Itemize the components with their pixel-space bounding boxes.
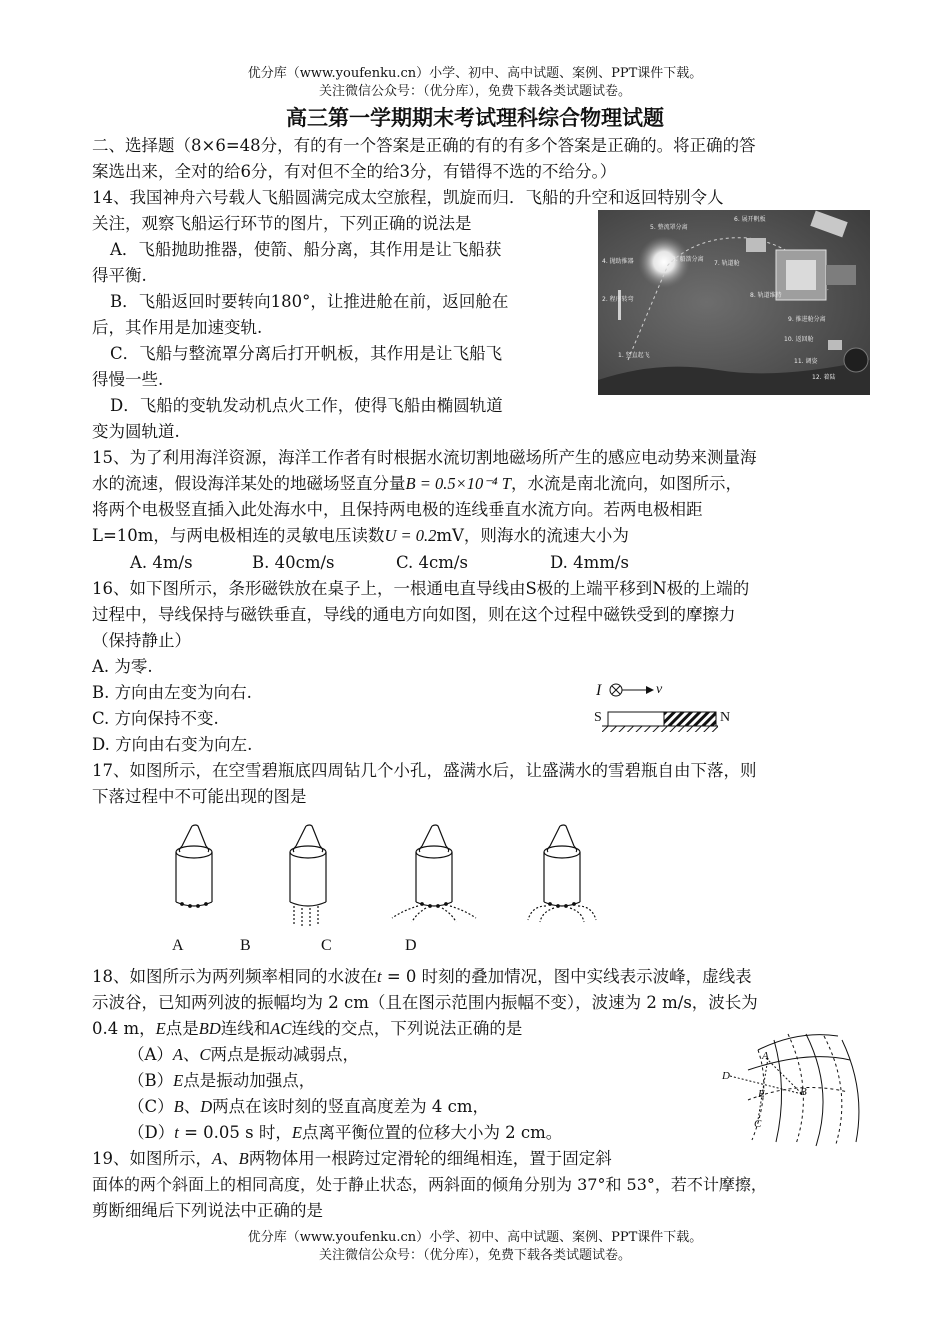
q15-option-c: C. 4cm/s [396,553,468,572]
s-pole-label: S [594,710,602,725]
q15-stem-3: 将两个电极竖直插入此处海水中，且保持两电极的连线垂直水流方向。若两电极相距 [92,500,703,519]
header-line-2: 关注微信公众号：（优分库），免费下载各类试题试卷。 [318,84,631,99]
photo-label-6: 6. 展开帆板 [734,216,766,223]
wave-label-c: C [754,1118,762,1130]
section-instructions-2: 案选出来，全对的给6分，有对但不全的给3分，有错得不选的不给分。） [92,162,617,181]
wave-label-a: A [762,1050,769,1062]
q14-option-a-1: A．飞船抛助推器，使箭、船分离，其作用是让飞船获 [110,240,502,259]
q18-stem-1: 18、如图所示为两列频率相同的水波在t = 0 时刻的叠加情况，图中实线表示波峰，虚线表 [92,967,752,986]
q18-stem-2: 示波谷，已知两列波的振幅均为 2 cm（且在图示范围内振幅不变），波速为 2 m/s，波长为 [92,993,758,1012]
q18-option-b: （B）E点是振动加强点， [128,1071,316,1090]
bottle-b [290,825,326,926]
photo-label-5: 5. 整流罩分离 [650,224,688,231]
photo-label-4: 4. 抛助推器 [602,258,634,265]
q16-option-b: B. 方向由左变为向右. [92,683,252,702]
q16-option-d: D. 方向由右变为向左. [92,735,253,754]
q19-stem-3: 剪断细绳后下列说法中正确的是 [92,1201,323,1220]
q18-option-c: （C）B、D两点在该时刻的竖直高度差为 4 cm， [128,1097,490,1116]
q18-stem-3: 0.4 m，E点是BD连线和AC连线的交点，下列说法正确的是 [92,1019,523,1038]
q17-label-b: B [240,937,251,954]
q14-option-c-2: 得慢一些. [92,370,164,389]
bottles-drawing [160,818,620,928]
q17-label-d: D [405,937,417,954]
spacecraft-photo-drawing [598,210,870,395]
photo-label-10: 10. 返回舱 [784,336,814,343]
section-instructions-1: 二、选择题（8×6=48分，有的有一个答案是正确的有的有多个答案是正确的。将正确的答 [92,136,756,155]
q15-stem-2b: ，水流是南北流向，如图所示， [510,474,742,493]
wave-label-d: D [722,1070,730,1082]
q14-stem-2: 关注，观察飞船运行环节的图片，下列正确的说法是 [92,214,472,233]
q16-stem-3: （保持静止） [92,631,191,650]
wave-label-b: B [800,1086,807,1098]
photo-label-1: 1. 竖直起飞 [618,352,650,359]
q14-option-c-1: C．飞船与整流罩分离后打开帆板，其作用是让飞船飞 [110,344,503,363]
q14-option-a-2: 得平衡. [92,266,147,285]
q14-option-d-2: 变为圆轨道. [92,422,180,441]
q14-option-d-1: D．飞船的变轨发动机点火工作，使得飞船由椭圆轨道 [110,396,503,415]
q15-option-b: B. 40cm/s [252,553,335,572]
q16-stem-2: 过程中，导线保持与磁铁垂直，导线的通电方向如图，则在这个过程中磁铁受到的摩擦力 [92,605,736,624]
wave-label-e: E [758,1088,765,1100]
q15-stem-4a: L=10m，与两电极相连的灵敏电压读数 [92,526,385,545]
photo-label-2: 2. 程序转弯 [602,296,634,303]
q17-stem-2: 下落过程中不可能出现的图是 [92,787,307,806]
q14-option-b-1: B．飞船返回时要转向180°，让推进舱在前，返回舱在 [110,292,509,311]
velocity-label: v [656,682,663,697]
q15-stem-2a: 水的流速，假设海洋某处的地磁场竖直分量 [92,474,406,493]
q14-stem-1: 14、我国神舟六号载人飞船圆满完成太空旅程，凯旋而归．飞船的升空和返回特别令人 [92,188,724,207]
spacecraft-photo [598,210,870,395]
bottle-d [528,825,596,922]
photo-label-12: 12. 着陆 [812,374,836,381]
photo-label-9: 9. 推进舱分离 [788,316,826,323]
footer-line-1: 优分库（www.youfenku.cn）小学、初中、高中试题、案例、PPT课件下载。 [247,1230,703,1245]
q15-formula-b: B = 0.5×10⁻⁴ T [405,474,511,493]
wave-drawing [718,1030,866,1150]
current-label: I [596,682,602,699]
q15-stem-4b: mV，则海水的流速大小为 [436,526,629,545]
q16-stem-1: 16、如下图所示，条形磁铁放在桌子上，一根通电直导线由S极的上端平移到N极的上端的 [92,579,750,598]
bottles-figure [160,818,620,928]
q15-formula-u: U = 0.2 [384,526,437,545]
footer-line-2: 关注微信公众号：（优分库），免费下载各类试题试卷。 [318,1248,631,1263]
q16-option-a: A. 为零. [92,657,153,676]
page-title: 高三第一学期期末考试理科综合物理试题 [286,105,664,130]
photo-label-7: 7. 轨道舱 [714,260,740,267]
q15-stem-2 [92,474,742,494]
photo-label-11: 11. 调姿 [794,358,818,365]
q17-label-c: C [321,937,332,954]
wave-figure [718,1030,866,1150]
q19-stem-2: 面体的两个斜面上的相同高度，处于静止状态，两斜面的倾角分别为 37°和 53°，若不计摩擦， [92,1175,767,1194]
bottle-a [176,825,212,907]
q18-option-a: （A）A、C两点是振动减弱点， [128,1045,360,1064]
header-line-1: 优分库（www.youfenku.cn）小学、初中、高中试题、案例、PPT课件下载。 [247,66,703,81]
q17-label-a: A [172,937,184,954]
q18-option-d: （D）t = 0.05 s 时，E点离平衡位置的位移大小为 2 cm。 [128,1123,563,1142]
magnet-figure [594,680,744,740]
n-pole-label: N [720,710,731,725]
q17-stem-1: 17、如图所示，在空雪碧瓶底四周钻几个小孔，盛满水后，让盛满水的雪碧瓶自由下落，则 [92,761,757,780]
q16-option-c: C. 方向保持不变. [92,709,219,728]
q15-stem-4 [92,526,629,546]
photo-label-3: 3. 船箭分离 [672,256,704,263]
bottle-c [392,825,476,922]
q14-option-b-2: 后，其作用是加速变轨. [92,318,263,337]
q15-stem-1: 15、为了利用海洋资源，海洋工作者有时根据水流切割地磁场所产生的感应电动势来测量海 [92,448,757,467]
photo-label-8: 8. 轨道维持 [750,292,782,299]
q15-option-a: A. 4m/s [130,553,193,572]
q15-option-d: D. 4mm/s [550,553,629,572]
q19-stem-1: 19、如图所示，A、B两物体用一根跨过定滑轮的细绳相连，置于固定斜 [92,1149,612,1168]
